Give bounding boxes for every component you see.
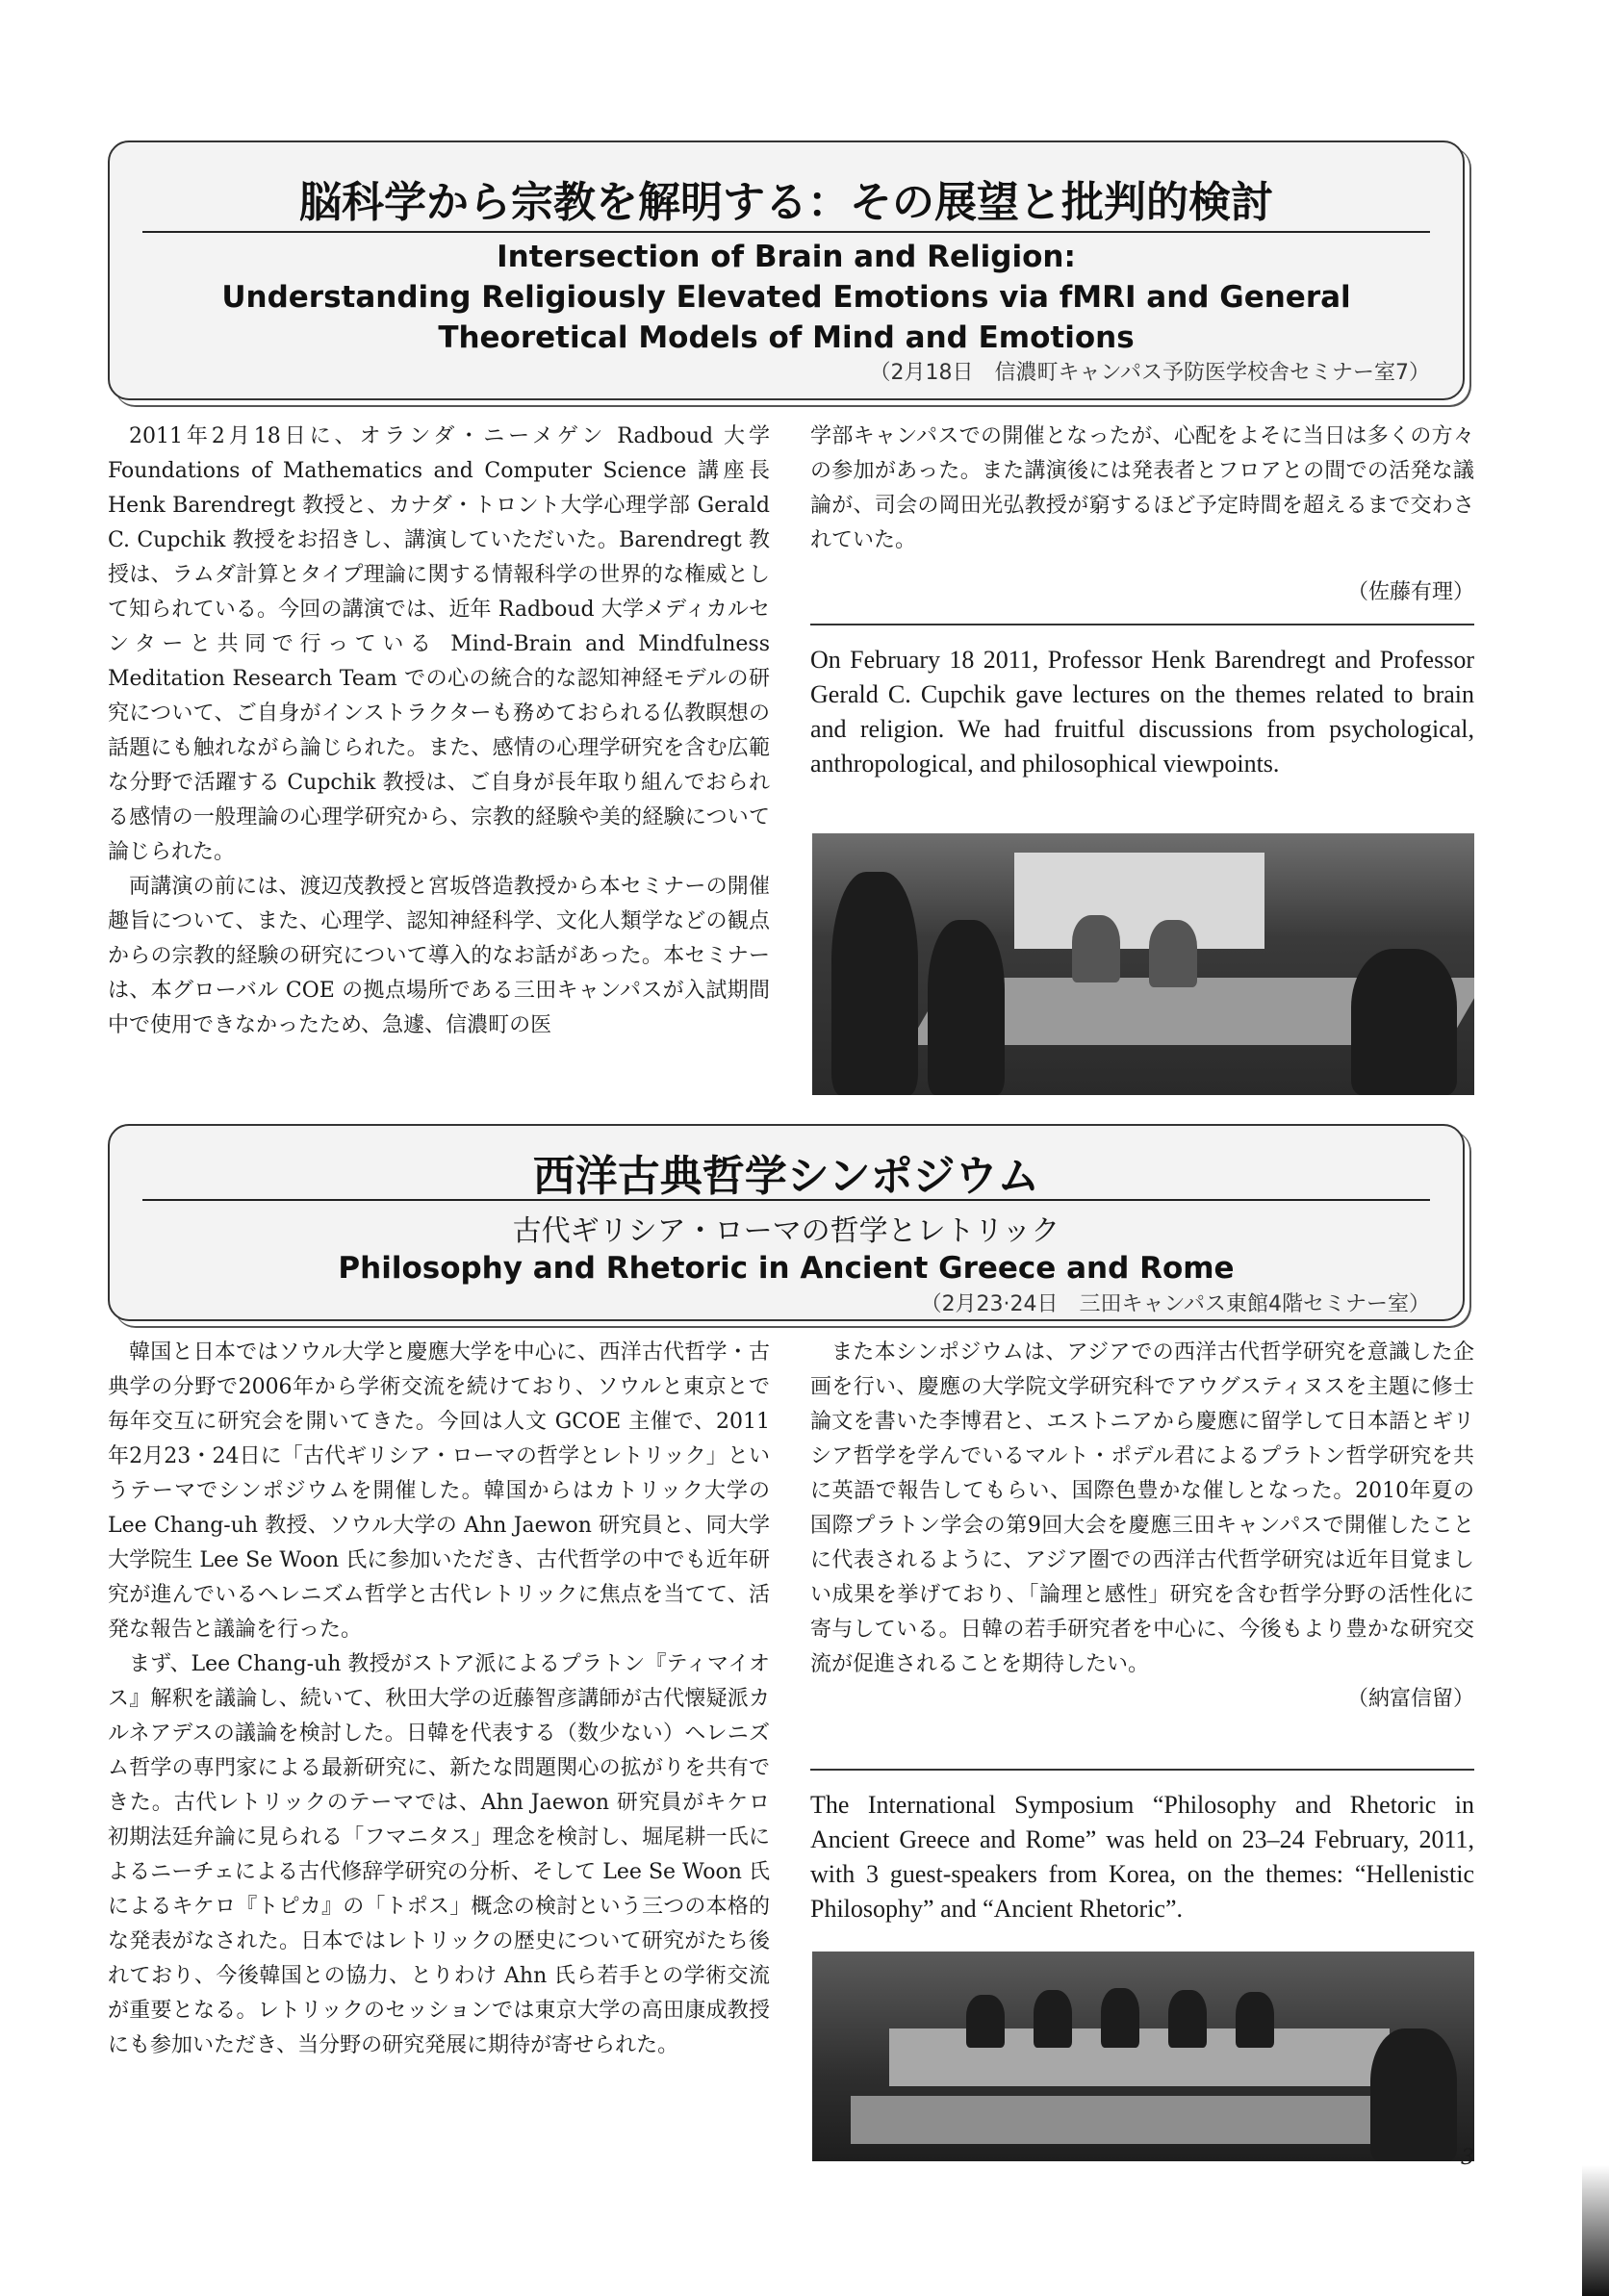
section2-en-title: Philosophy and Rhetoric in Ancient Greece and Rome [338, 1251, 1235, 1286]
section1-english-summary: On February 18 2011, Professor Henk Barendregt and Professor Gerald C. Cupchik gave lectures on the themes related to brain and religion. We had fruitful discussions from psychological, anthropological, and philosophical viewpoints. [810, 646, 1474, 778]
section1-left-column [108, 420, 770, 1043]
page-number: 3 [1461, 2146, 1474, 2170]
section2-signature: （納富信留） [1346, 1687, 1474, 1711]
section1-jp-title: 脳科学から宗教を解明する：その展望と批判的検討 [299, 178, 1273, 227]
section2-left-paragraph-2: まず、Lee Chang-uh 教授がストア派によるプラトン『ティマイオス』解釈を議論し、続いて、秋田大学の近藤智彦講師が古代懐疑派カルネアデスの議論を検討した。日韓を代表する（数少ない）ヘレニズム哲学の専門家による最新研究に、新たな問題関心の拡がりを共有できた。古代レトリックのテーマでは、Ahn Jaewon 研究員がキケロ初期法廷弁論に見られる「フマニタス」理念を検討し、堀尾耕一氏によるニーチェによる古代修辞学研究の分析、そして Lee Se Woon 氏によるキケロ『トピカ』の「トポス」概念の検討という三つの本格的な発表がなされた。日本ではレトリックの歴史について研究がたち後れており、今後韓国との協力、とりわけ Ahn 氏ら若手との学術交流が重要となる。レトリックのセッションでは東京大学の高田康成教授にも参加いただき、当分野の研究発展に期待が寄せられた。 [108, 1652, 770, 2057]
section1-signature: （佐藤有理） [1346, 580, 1474, 604]
section2-right-paragraph: また本シンポジウムは、アジアでの西洋古代哲学研究を意識した企画を行い、慶應の大学院文学研究科でアウグスティヌスを主題に修士論文を書いた李博君と、エストニアから慶應に留学して日本語とギリシア哲学を学んでいるマルト・ポデル君によるプラトン哲学研究を共に英語で報告してもらい、国際色豊かな催しとなった。2010年夏の国際プラトン学会の第9回大会を慶應三田キャンパスで開催したことに代表されるように、アジア圏での西洋古代哲学研究は近年目覚ましい成果を挙げており、「論理と感性」研究を含む哲学分野の活性化に寄与している。日韓の若手研究者を中心に、今後もより豊かな研究交流が促進されることを期待したい。 [810, 1340, 1474, 1676]
section1-en-title [110, 233, 1463, 358]
section2-left-paragraph-1: 韓国と日本ではソウル大学と慶應大学を中心に、西洋古代哲学・古典学の分野で2006年から学術交流を続けており、ソウルと東京とで毎年交互に研究会を開いてきた。今回は人文 GCOE 主催で、2011年2月23・24日に「古代ギリシア・ローマの哲学とレトリック」というテーマでシンポジウムを開催した。韓国からはカトリック大学の Lee Chang-uh 教授、ソウル大学の Ahn Jaewon 研究員と、同大学大学院生 Lee Se Woon 氏に参加いただき、古代哲学の中でも近年研究が進んでいるヘレニズム哲学と古代レトリックに焦点を当てて、活発な報告と議論を行った。 [108, 1340, 770, 1642]
section1-en-title-line2: Understanding Religiously Elevated Emotions via fMRI and General [221, 280, 1351, 315]
section1-left-paragraph-2: 両講演の前には、渡辺茂教授と宮坂啓造教授から本セミナーの開催趣旨について、また、心理学、認知神経科学、文化人類学などの観点からの宗教的経験の研究について導入的なお話があった。本セミナーは、本グローバル COE の拠点場所である三田キャンパスが入試期間中で使用できなかったため、急遽、信濃町の医 [108, 875, 770, 1037]
section1-right-column [810, 420, 1474, 610]
page-edge-gradient [1582, 2165, 1609, 2296]
section1-seminar-photo [812, 833, 1474, 1095]
section1-en-title-line3: Theoretical Models of Mind and Emotions [438, 320, 1135, 355]
section2-jp-title: 西洋古典哲学シンポジウム [532, 1152, 1040, 1201]
section2-title-box [108, 1124, 1465, 1321]
section2-english-summary: The International Symposium “Philosophy and Rhetoric in Ancient Greece and Rome” was held on 23–24 February, 2011, with 3 guest-speakers from Korea, on the themes: “Hellenistic Philosophy” and “Ancient Rhetoric”. [810, 1791, 1474, 1923]
section2-right-column [810, 1336, 1474, 1717]
section1-divider [810, 624, 1474, 625]
section1-right-paragraph: 学部キャンパスでの開催となったが、心配をよそに当日は多くの方々の参加があった。また講演後には発表者とフロアとの間での活発な議論が、司会の岡田光弘教授が窮するほど予定時間を超えるまで交わされていた。 [810, 424, 1474, 552]
section2-jp-subtitle: 古代ギリシア・ローマの哲学とレトリック [512, 1214, 1060, 1248]
section2-divider [810, 1769, 1474, 1771]
section1-en-title-line1: Intersection of Brain and Religion: [497, 240, 1076, 274]
section2-venue: （2月23·24日 三田キャンパス東館4階セミナー室） [920, 1292, 1430, 1316]
section2-left-column [108, 1336, 770, 2063]
section1-venue: （2月18日 信濃町キャンパス予防医学校舎セミナー室7） [869, 361, 1430, 385]
section1-title-box [108, 140, 1465, 400]
section1-left-paragraph-1: 2011年2月18日に、オランダ・ニーメゲン Radboud 大学 Foundations of Mathematics and Computer Science 講座長 Henk Barendregt 教授と、カナダ・トロント大学心理学部 Gerald C. Cupchik 教授をお招きし、講演していただいた。Barendregt 教授は、ラムダ計算とタイプ理論に関する情報科学の世界的な権威として知られている。今回の講演では、近年 Radboud 大学メディカルセンターと共同で行っている Mind-Brain and Mindfulness Meditation Research Team での心の統合的な認知神経モデルの研究について、ご自身がインストラクターも務めておられる仏教瞑想の話題にも触れながら論じられた。また、感情の心理学研究を含む広範な分野で活躍する Cupchik 教授は、ご自身が長年取り組んでおられる感情の一般理論の心理学研究から、宗教的経験や美的経験について論じられた。 [108, 424, 770, 864]
section2-symposium-photo [812, 1952, 1474, 2161]
